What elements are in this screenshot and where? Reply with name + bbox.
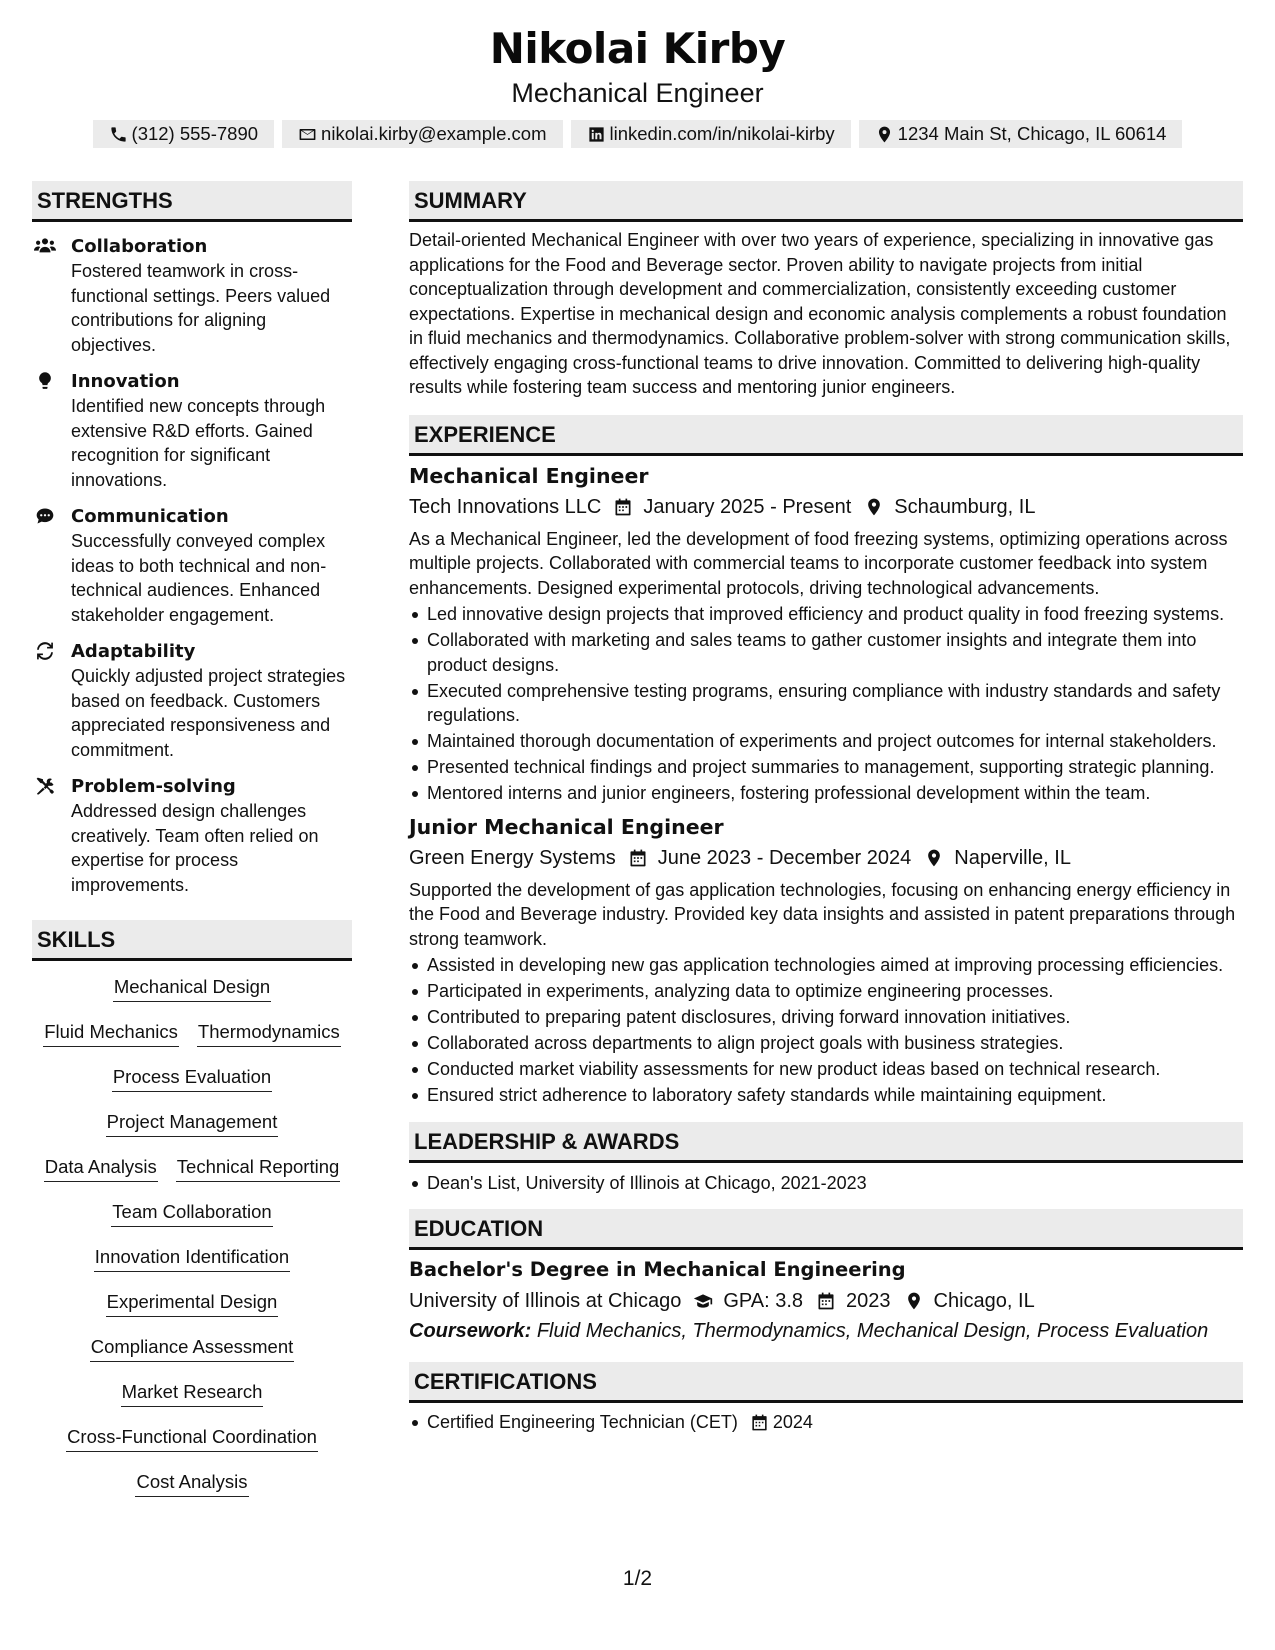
education-entry: [409, 1256, 1243, 1346]
coursework-label: Coursework:: [409, 1320, 532, 1342]
page-number: 1/2: [622, 1567, 653, 1590]
job-company: Green Energy Systems: [409, 846, 616, 869]
bullet-item: Collaborated with marketing and sales teams to gather customer insights and integrate them into product designs.: [409, 628, 1243, 677]
linkedin-icon: [587, 125, 606, 144]
school-location: Chicago, IL: [933, 1290, 1035, 1312]
job-title: Mechanical Engineer: [409, 463, 649, 488]
gpa: GPA: 3.8: [723, 1290, 804, 1312]
contact-address: [859, 120, 1183, 148]
skill-tag: Compliance Assessment: [90, 1335, 295, 1362]
skill-tag: Market Research: [121, 1380, 264, 1407]
contact-phone-text: (312) 555-7890: [131, 123, 259, 144]
contact-email[interactable]: [282, 120, 562, 148]
job-company: Tech Innovations LLC: [409, 495, 602, 518]
skills-list: [32, 975, 352, 1515]
contact-linkedin[interactable]: [571, 120, 851, 148]
strength-item: [32, 640, 352, 762]
job-description: As a Mechanical Engineer, led the development of food freezing systems, optimizing operations across multiple projects. Collaborated with commercial teams to incorporate customer feedback into system enhancements. Designed experimental protocols, driving technological advancements.: [409, 528, 1228, 598]
certifications-list: [409, 1410, 1243, 1435]
strength-desc: Identified new concepts through extensive R&D efforts. Gained recognition for significant innovations.: [71, 396, 326, 490]
certification-year: 2024: [772, 1412, 813, 1432]
calendar-icon: [613, 497, 633, 517]
education-heading: EDUCATION: [409, 1209, 1243, 1250]
skill-tag: Project Management: [106, 1110, 279, 1137]
bullet-item: Presented technical findings and project summaries to management, supporting strategic planning.: [409, 755, 1243, 780]
contact-linkedin-text: linkedin.com/in/nikolai-kirby: [609, 123, 835, 144]
leadership-list: [409, 1171, 1243, 1196]
candidate-role: Mechanical Engineer: [511, 78, 764, 108]
sync-icon: [32, 641, 58, 663]
strength-item: [32, 235, 352, 357]
award-item: Dean's List, University of Illinois at Chicago, 2021-2023: [409, 1171, 1243, 1196]
skill-tag: Technical Reporting: [176, 1155, 340, 1182]
strength-item: [32, 505, 352, 627]
graduation-year: 2023: [846, 1290, 891, 1312]
job-bullets: [409, 953, 1243, 1108]
calendar-icon: [816, 1291, 836, 1311]
job-bullets: [409, 602, 1243, 806]
job-location: Naperville, IL: [954, 846, 1071, 869]
location-icon: [864, 497, 884, 517]
strength-title: Innovation: [71, 371, 180, 392]
strength-item: [32, 370, 352, 492]
skill-tag: Innovation Identification: [94, 1245, 290, 1272]
bullet-item: Conducted market viability assessments for new product ideas based on technical research.: [409, 1057, 1243, 1082]
job-location: Schaumburg, IL: [894, 495, 1036, 518]
experience-heading: EXPERIENCE: [409, 415, 1243, 456]
right-column: [409, 181, 1243, 1436]
calendar-icon: [628, 848, 648, 868]
summary-heading: SUMMARY: [409, 181, 1243, 222]
users-icon: [32, 236, 58, 258]
skill-tag: Thermodynamics: [197, 1020, 341, 1047]
bullet-item: Contributed to preparing patent disclosures, driving forward innovation initiatives.: [409, 1005, 1243, 1030]
strength-desc: Fostered teamwork in cross-functional settings. Peers valued contributions for aligning objectives.: [71, 261, 331, 355]
left-column: [32, 181, 352, 1515]
location-icon: [924, 848, 944, 868]
job-entry: [409, 813, 1243, 1108]
bullet-item: Mentored interns and junior engineers, fostering professional development within the team.: [409, 781, 1243, 806]
leadership-heading: LEADERSHIP & AWARDS: [409, 1122, 1243, 1163]
certification-name: Certified Engineering Technician (CET): [427, 1412, 738, 1432]
strength-desc: Addressed design challenges creatively. Team often relied on expertise for process improvements.: [71, 801, 319, 895]
bullet-item: Executed comprehensive testing programs, ensuring compliance with industry standards and safety regulations.: [409, 679, 1243, 728]
skill-tag: Cross-Functional Coordination: [66, 1425, 318, 1452]
graduation-cap-icon: [693, 1291, 713, 1311]
skill-tag: Mechanical Design: [113, 975, 271, 1002]
skill-tag: Fluid Mechanics: [43, 1020, 179, 1047]
contact-phone[interactable]: [93, 120, 275, 148]
skills-heading: SKILLS: [32, 920, 352, 961]
contact-bar: [0, 120, 1275, 148]
bullet-item: Ensured strict adherence to laboratory safety standards while maintaining equipment.: [409, 1083, 1243, 1108]
job-meta: [409, 492, 1243, 522]
job-dates: June 2023 - December 2024: [657, 846, 912, 869]
skill-tag: Cost Analysis: [135, 1470, 248, 1497]
job-title: Junior Mechanical Engineer: [409, 814, 724, 839]
strength-title: Communication: [71, 506, 229, 527]
coursework-list: Fluid Mechanics, Thermodynamics, Mechanical Design, Process Evaluation: [536, 1320, 1209, 1342]
school-name: University of Illinois at Chicago: [409, 1290, 682, 1312]
skill-tag: Data Analysis: [44, 1155, 158, 1182]
bullet-item: Maintained thorough documentation of experiments and project outcomes for internal stakeholders.: [409, 729, 1243, 754]
summary-text: Detail-oriented Mechanical Engineer with over two years of experience, specializing in innovative gas applications for the Food and Beverage sector. Proven ability to navigate projects from initial conceptualization through development and commercialization, consistently exceeding customer expectations. Expertise in mechanical design and economic analysis complements a robust foundation in fluid mechanics and thermodynamics. Collaborative problem-solver with strong communication skills, effectively engaging cross-functional teams to drive innovation. Committed to delivering high-quality results while fostering team success and mentoring junior engineers.: [409, 230, 1231, 397]
job-description: Supported the development of gas application technologies, focusing on enhancing energy efficiency in the Food and Beverage industry. Provided key data insights and assisted in patent preparations through strong teamwork.: [409, 879, 1236, 949]
skill-tag: Team Collaboration: [111, 1200, 272, 1227]
bullet-item: Assisted in developing new gas application technologies aimed at improving processing efficiencies.: [409, 953, 1243, 978]
strength-title: Adaptability: [71, 641, 196, 662]
certification-item: [409, 1410, 1243, 1435]
strength-title: Collaboration: [71, 236, 208, 257]
skill-tag: Experimental Design: [106, 1290, 279, 1317]
education-meta: [409, 1286, 1243, 1316]
email-icon: [298, 125, 317, 144]
strength-desc: Successfully conveyed complex ideas to both technical and non-technical audiences. Enhanced stakeholder engagement.: [71, 531, 327, 625]
bullet-item: Collaborated across departments to align project goals with business strategies.: [409, 1031, 1243, 1056]
contact-email-text: nikolai.kirby@example.com: [321, 123, 547, 144]
skill-tag: Process Evaluation: [112, 1065, 272, 1092]
lightbulb-icon: [32, 371, 58, 393]
degree-title: Bachelor's Degree in Mechanical Engineering: [409, 1258, 906, 1281]
contact-address-text: 1234 Main St, Chicago, IL 60614: [897, 123, 1167, 144]
job-meta: [409, 843, 1243, 873]
job-dates: January 2025 - Present: [643, 495, 852, 518]
strengths-heading: STRENGTHS: [32, 181, 352, 222]
location-icon: [875, 125, 894, 144]
coursework: [409, 1316, 1243, 1346]
bullet-item: Led innovative design projects that improved efficiency and product quality in food freezing systems.: [409, 602, 1243, 627]
calendar-icon: [750, 1413, 769, 1432]
bullet-item: Participated in experiments, analyzing data to optimize engineering processes.: [409, 979, 1243, 1004]
job-entry: [409, 462, 1243, 806]
strength-item: [32, 775, 352, 897]
certifications-heading: CERTIFICATIONS: [409, 1362, 1243, 1403]
resume-header: [0, 22, 1275, 148]
chat-bubble-icon: [32, 506, 58, 528]
strength-title: Problem-solving: [71, 776, 236, 797]
candidate-name: Nikolai Kirby: [489, 24, 786, 73]
tools-icon: [32, 776, 58, 798]
phone-icon: [109, 125, 128, 144]
strength-desc: Quickly adjusted project strategies based on feedback. Customers appreciated responsiveness and commitment.: [71, 666, 346, 760]
location-icon: [904, 1291, 924, 1311]
